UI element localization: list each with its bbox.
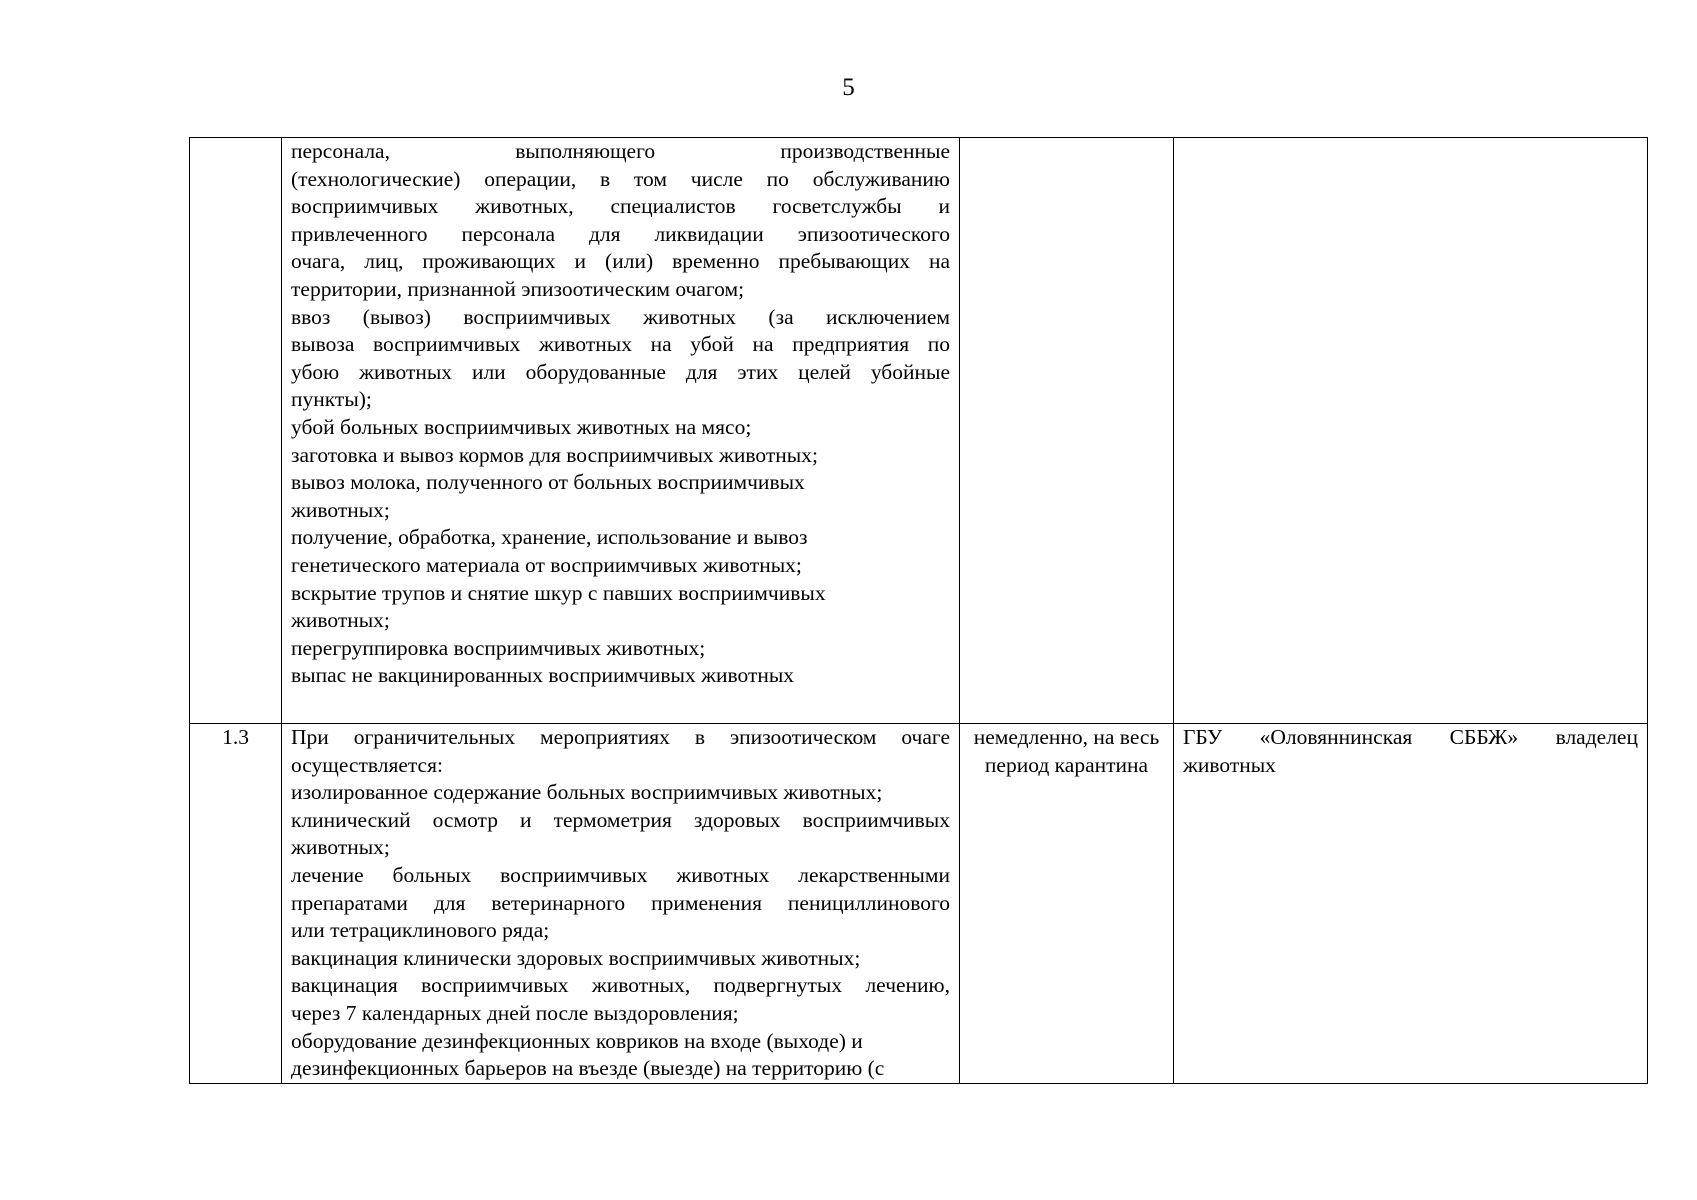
measure-line: дезинфекционных барьеров на въезде (выезде) на территорию (с [291,1056,885,1081]
measure-line: животных; [291,497,390,522]
measure-line: изолированное содержание больных восприимчивых животных; [291,780,883,805]
measure-line: лечение больных восприимчивых животных лекарственными [291,862,950,887]
measure-line: привлеченного персонала для ликвидации эпизоотического [291,221,950,246]
measure-line: персонала, выполняющего производственные [291,139,950,163]
measure-line: вакцинация восприимчивых животных, подвергнутых лечению, [291,973,950,998]
table-row [190,724,1648,1084]
responsible-cell [1174,724,1648,1084]
measure-line: животных; [291,608,390,633]
measure-line: очага, лиц, проживающих и (или) временно пребывающих на [291,249,950,274]
measure-line: животных; [291,835,390,860]
page-number: 5 [842,74,855,101]
measure-line: При ограничительных мероприятиях в эпизоотическом очаге [291,725,950,749]
table-row [190,138,1648,724]
responsible-line: ГБУ «Оловяннинская СББЖ» владелец [1183,725,1638,749]
measure-line: генетического материала от восприимчивых животных; [291,552,802,577]
row-number-cell: 1.3 [190,724,282,1084]
table-body [190,138,1648,1084]
measure-line: убою животных или оборудованные для этих целей убойные [291,359,950,384]
measure-line: убой больных восприимчивых животных на мясо; [291,414,752,439]
measure-line: выпас не вакцинированных восприимчивых животных [291,663,795,688]
responsible-cell [1174,138,1648,724]
measure-line: осуществляется: [291,752,443,777]
measure-line: клинический осмотр и термометрия здоровых восприимчивых [291,807,950,832]
measure-line: территории, признанной эпизоотическим очагом; [291,276,745,301]
measure-line: заготовка и вывоз кормов для восприимчивых животных; [291,442,818,467]
measure-cell [282,724,960,1084]
responsible-line: животных [1183,752,1276,777]
term-cell: немедленно, на весь период карантина [960,724,1174,1084]
measure-line: вывоза восприимчивых животных на убой на предприятия по [291,332,950,357]
measures-table [189,137,1648,1084]
measure-line: восприимчивых животных, специалистов госветслужбы и [291,194,950,219]
measure-line: вакцинация клинически здоровых восприимчивых животных; [291,945,861,970]
measure-line: получение, обработка, хранение, использование и вывоз [291,525,808,550]
measure-line: через 7 календарных дней после выздоровления; [291,1000,739,1025]
term-cell [960,138,1174,724]
measure-line: или тетрациклинового ряда; [291,918,550,943]
measure-line: препаратами для ветеринарного применения пенициллинового [291,890,950,915]
measure-line: пункты); [291,387,372,412]
row-number-cell [190,138,282,724]
measure-line: оборудование дезинфекционных ковриков на входе (выходе) и [291,1028,863,1053]
measure-cell [282,138,960,724]
measure-line: (технологические) операции, в том числе по обслуживанию [291,166,950,191]
measure-line: перегруппировка восприимчивых животных; [291,635,706,660]
measure-line: ввоз (вывоз) восприимчивых животных (за исключением [291,304,950,329]
measure-line: вывоз молока, полученного от больных восприимчивых [291,470,805,495]
measure-line: вскрытие трупов и снятие шкур с павших восприимчивых [291,580,826,605]
